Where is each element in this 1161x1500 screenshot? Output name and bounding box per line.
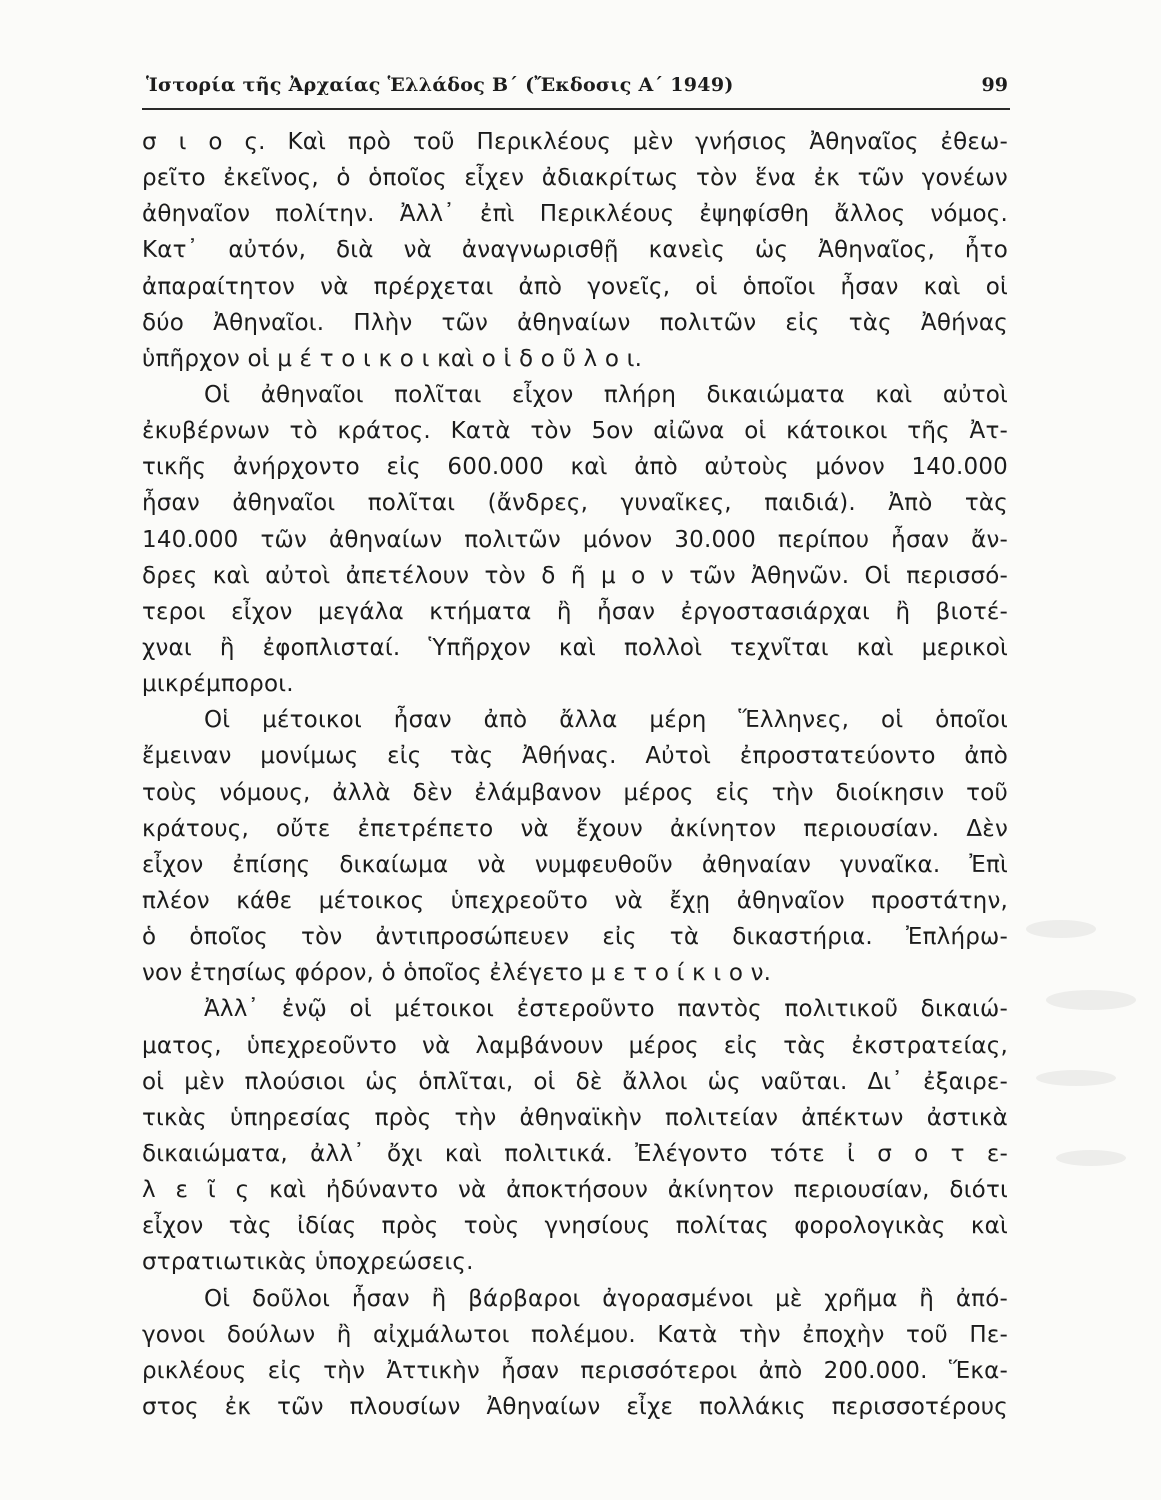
text-line: ἔμειναν μονίμως εἰς τὰς Ἀθήνας. Αὐτοὶ ἐπροστατεύοντο ἀπὸ (142, 743, 1008, 770)
text-line: εἶχον τὰς ἰδίας πρὸς τοὺς γνησίους πολίτας φορολογικὰς καὶ (142, 1213, 1008, 1240)
text-line: λ ε ῖ ς καὶ ἠδύναντο νὰ ἀποκτήσουν ἀκίνητον περιουσίαν, διότι (142, 1177, 1008, 1204)
text-line: Ἀλλ᾽ ἐνῷ οἱ μέτοικοι ἐστεροῦντο παντὸς πολιτικοῦ δικαιώ- (204, 996, 1008, 1023)
paragraph-3 (142, 702, 1008, 991)
paragraph-4 (142, 991, 1008, 1280)
text-line: οἱ μὲν πλούσιοι ὡς ὁπλῖται, οἱ δὲ ἄλλοι ὡς ναῦται. Δι᾽ ἐξαιρε- (142, 1068, 1008, 1095)
pencil-smudge (1026, 920, 1096, 938)
text-line: 140.000 τῶν ἀθηναίων πολιτῶν μόνον 30.000 περίπου ἦσαν ἄν- (142, 526, 1008, 553)
paragraph-1 (142, 124, 1008, 377)
text-line: πλέον κάθε μέτοικος ὑπεχρεοῦτο νὰ ἔχῃ ἀθηναῖον προστάτην, (142, 887, 1008, 914)
body-text (142, 124, 1008, 1425)
text-line: ἦσαν ἀθηναῖοι πολῖται (ἄνδρες, γυναῖκες, παιδιά). Ἀπὸ τὰς (142, 490, 1008, 517)
text-line: τικῆς ἀνήρχοντο εἰς 600.000 καὶ ἀπὸ αὐτοὺς μόνον 140.000 (142, 454, 1008, 481)
text-line: δύο Ἀθηναῖοι. Πλὴν τῶν ἀθηναίων πολιτῶν εἰς τὰς Ἀθήνας (142, 309, 1008, 336)
paragraph-2 (142, 377, 1008, 702)
text-line: μικρέμποροι. (142, 671, 294, 698)
text-line: τικὰς ὑπηρεσίας πρὸς τὴν ἀθηναϊκὴν πολιτείαν ἀπέκτων ἀστικὰ (142, 1104, 1008, 1131)
text-line: Οἱ ἀθηναῖοι πολῖται εἶχον πλήρη δικαιώματα καὶ αὐτοὶ (204, 381, 1008, 408)
text-line: Οἱ δοῦλοι ἦσαν ἢ βάρβαροι ἀγορασμένοι μὲ χρῆμα ἢ ἀπό- (204, 1285, 1008, 1312)
margin-pencil-marks (1016, 900, 1156, 1230)
text-line: χναι ἢ ἐφοπλισταί. Ὑπῆρχον καὶ πολλοὶ τεχνῖται καὶ μερικοὶ (142, 634, 1008, 661)
text-line: ἀθηναῖον πολίτην. Ἀλλ᾽ ἐπὶ Περικλέους ἐψηφίσθη ἄλλος νόμος. (142, 201, 1008, 228)
text-line: τοὺς νόμους, ἀλλὰ δὲν ἐλάμβανον μέρος εἰς τὴν διοίκησιν τοῦ (142, 779, 1008, 806)
page-header (142, 72, 1010, 110)
text-line: Οἱ μέτοικοι ἦσαν ἀπὸ ἄλλα μέρη Ἕλληνες, οἱ ὁποῖοι (204, 707, 1008, 734)
text-line: ὁ ὁποῖος τὸν ἀντιπροσώπευεν εἰς τὰ δικαστήρια. Ἐπλήρω- (142, 924, 1008, 951)
text-line: εἶχον ἐπίσης δικαίωμα νὰ νυμφευθοῦν ἀθηναίαν γυναῖκα. Ἐπὶ (142, 851, 1008, 878)
text-line: ἐκυβέρνων τὸ κράτος. Κατὰ τὸν 5ον αἰῶνα οἱ κάτοικοι τῆς Ἀτ- (142, 418, 1008, 445)
text-line: ἀπαραίτητον νὰ πρέρχεται ἀπὸ γονεῖς, οἱ ὁποῖοι ἦσαν καὶ οἱ (142, 273, 1008, 300)
text-line: σ ι ο ς. Καὶ πρὸ τοῦ Περικλέους μὲν γνήσιος Ἀθηναῖος ἐθεω- (142, 129, 1008, 155)
text-line: νον ἐτησίως φόρον, ὁ ὁποῖος ἐλέγετο μ ε τ ο ί κ ι ο ν. (142, 960, 772, 987)
text-line: γονοι δούλων ἢ αἰχμάλωτοι πολέμου. Κατὰ τὴν ἐποχὴν τοῦ Πε- (142, 1321, 1008, 1348)
text-line: ὑπῆρχον οἱ μ έ τ ο ι κ ο ι καὶ ο ἱ δ ο ῦ λ ο ι. (142, 345, 643, 372)
text-line: τεροι εἶχον μεγάλα κτήματα ἢ ἦσαν ἐργοστασιάρχαι ἢ βιοτέ- (142, 598, 1008, 625)
running-title: Ἱστορία τῆς Ἀρχαίας Ἑλλάδος Β΄ (Ἔκδοσις Α΄ 1949) (146, 74, 734, 96)
page-number: 99 (981, 74, 1008, 96)
text-line: στρατιωτικὰς ὑποχρεώσεις. (142, 1249, 474, 1276)
text-line: ρικλέους εἰς τὴν Ἀττικὴν ἦσαν περισσότεροι ἀπὸ 200.000. Ἕκα- (142, 1357, 1008, 1384)
pencil-smudge (1056, 1150, 1126, 1166)
paragraph-5 (142, 1281, 1008, 1426)
pencil-smudge (1036, 1070, 1116, 1086)
text-line: ματος, ὑπεχρεοῦντο νὰ λαμβάνουν μέρος εἰς τὰς ἐκστρατείας, (142, 1032, 1008, 1059)
pencil-smudge (1046, 990, 1136, 1010)
text-line: Κατ᾽ αὐτόν, διὰ νὰ ἀναγνωρισθῇ κανεὶς ὡς Ἀθηναῖος, ἦτο (142, 237, 1008, 264)
text-line: δικαιώματα, ἀλλ᾽ ὄχι καὶ πολιτικά. Ἐλέγοντο τότε ἰ σ ο τ ε- (142, 1140, 1008, 1167)
text-line: στος ἐκ τῶν πλουσίων Ἀθηναίων εἶχε πολλάκις περισσοτέρους (142, 1393, 1008, 1420)
text-line: δρες καὶ αὐτοὶ ἀπετέλουν τὸν δ ῆ μ ο ν τῶν Ἀθηνῶν. Οἱ περισσό- (142, 562, 1008, 589)
text-line: ρεῖτο ἐκεῖνος, ὁ ὁποῖος εἶχεν ἀδιακρίτως τὸν ἕνα ἐκ τῶν γονέων (142, 165, 1008, 192)
text-line: κράτους, οὔτε ἐπετρέπετο νὰ ἔχουν ἀκίνητον περιουσίαν. Δὲν (142, 815, 1008, 842)
